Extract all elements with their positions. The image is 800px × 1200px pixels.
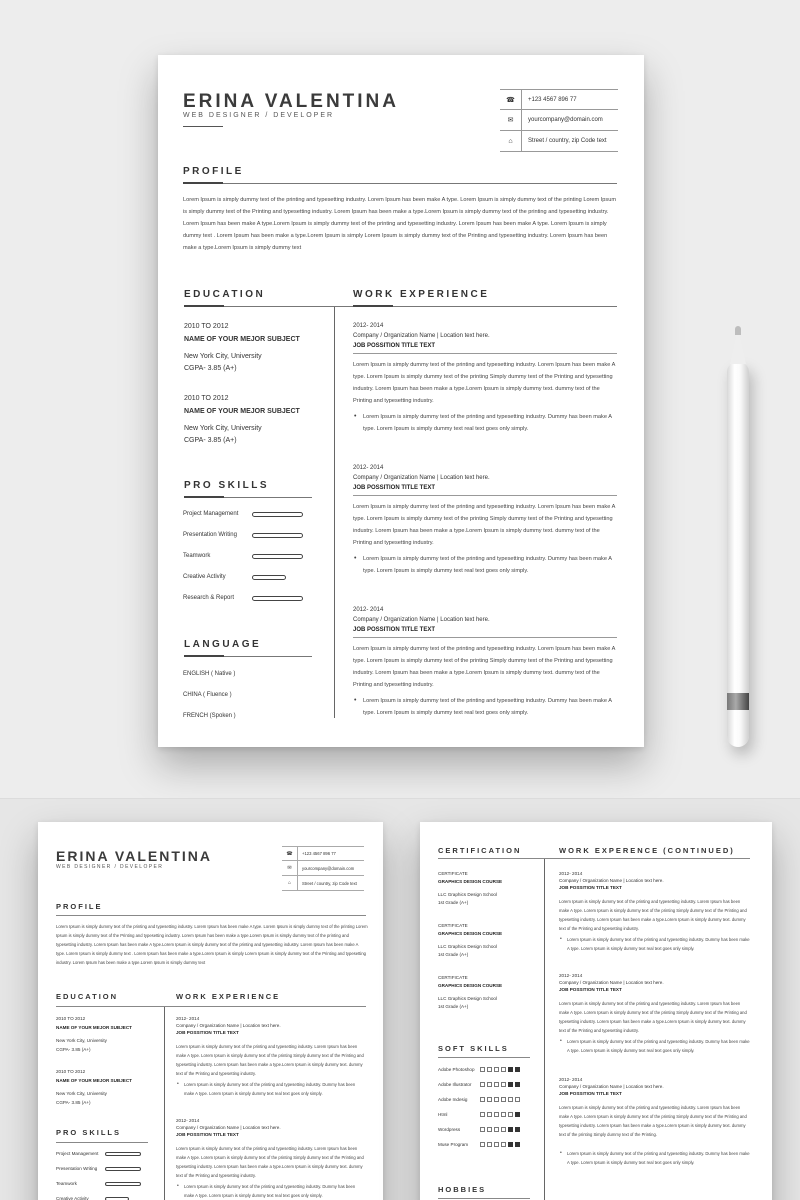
rating-dot [480, 1142, 485, 1147]
work-rule [164, 1006, 366, 1007]
education-cgpa: CGPA- 3.85 (A+) [56, 1047, 91, 1052]
job-description: Lorem Ipsum is simply dummy text of the printing and typesetting industry. Lorem Ipsum has been make A type. Lorem Ipsum is simply dummy text of the printing Simply dummy text of the Printing and typesetting industry. Lorem Ipsum has been make a type.Lorem Ipsum is simply dummy text. dummy text of the Printing and typesetting industry. [559, 1001, 747, 1033]
job-rule [353, 495, 617, 496]
job-bullet: • Lorem Ipsum is simply dummy text of the printing and typesetting industry. Dummy has been make A type. Lorem Ipsum is simply dummy text real text goes only simply. [567, 1037, 751, 1055]
work-accent [353, 305, 393, 307]
job-bullet: • Lorem Ipsum is simply dummy text of the printing and typesetting industry. Dummy has been make A type. Lorem Ipsum is simply dummy text real text goes only simply. [363, 411, 619, 435]
language-accent [184, 655, 224, 657]
rating-dots [480, 1067, 520, 1072]
job-title: JOB POSSITION TITLE TEXT [353, 627, 436, 633]
resume-page-main [158, 55, 644, 747]
rating-dot [508, 1097, 513, 1102]
soft-skill-label: Muse Program [438, 1142, 469, 1147]
contact-address [500, 131, 618, 152]
stylus-band [727, 693, 749, 710]
phone-icon: ☎ [500, 90, 522, 109]
job-years: 2012- 2014 [559, 1077, 583, 1082]
resume-page-preview-1 [38, 822, 383, 1200]
phone-icon: ☎ [282, 847, 298, 860]
education-cgpa: CGPA- 3.85 (A+) [184, 365, 237, 372]
contact-email [282, 861, 364, 876]
rating-dot [487, 1082, 492, 1087]
job-org: Company / Organization Name | Location text here. [559, 980, 664, 985]
skill-bar [252, 512, 303, 517]
rating-dot [501, 1067, 506, 1072]
job-years: 2012- 2014 [559, 871, 583, 876]
rating-dot [494, 1127, 499, 1132]
name-underline [183, 126, 223, 127]
certificate-school: LLC Graphics Design School [438, 892, 497, 897]
job-years: 2012- 2014 [353, 323, 384, 329]
language-item: ENGLISH ( Native ) [183, 671, 236, 677]
language-title: LANGUAGE [184, 639, 262, 650]
contact-email-text: yourcompany@domain.com [528, 117, 603, 123]
skill-bar [105, 1167, 141, 1171]
soft-skill-label: Adobe Indesig [438, 1097, 468, 1102]
skills-title: PRO SKILLS [56, 1128, 122, 1137]
job-years: 2012- 2014 [176, 1118, 200, 1123]
job-years: 2012- 2014 [559, 973, 583, 978]
certificate-course: GRAPHICS DESIGN COURSE [438, 879, 503, 884]
mail-icon: ✉ [282, 861, 298, 875]
education-accent [184, 305, 224, 307]
job-title: JOB POSSITION TITLE TEXT [176, 1132, 239, 1137]
rating-dot [501, 1142, 506, 1147]
skill-label: Teamwork [183, 553, 211, 559]
job-org: Company / Organization Name | Location text here. [559, 878, 664, 883]
certificate-label: CERTIFICATE [438, 975, 468, 980]
certificate-school: LLC Graphics Design School [438, 944, 497, 949]
rating-dot [515, 1142, 520, 1147]
contact-phone-text: +123 4567 896 77 [302, 851, 336, 856]
contact-address-text: Street / country, zip Code text [302, 880, 357, 886]
certification-rule [438, 858, 544, 859]
soft-skills-title: SOFT SKILLS [438, 1044, 509, 1053]
contact-address [282, 876, 364, 891]
rating-dot [494, 1142, 499, 1147]
job-title: JOB POSSITION TITLE TEXT [176, 1030, 239, 1035]
skills-accent [184, 496, 224, 498]
skill-label: Presentation Writing [56, 1166, 98, 1171]
work-continued-title: WORK EXPERENCE (CONTINUED) [559, 846, 735, 855]
rating-dot [508, 1067, 513, 1072]
soft-skill-label: Wordpress [438, 1127, 461, 1132]
skill-label: Creative Activity [56, 1196, 89, 1200]
work-title: WORK EXPERIENCE [353, 289, 490, 300]
skill-label: Research & Report [183, 595, 235, 601]
rating-dot [494, 1112, 499, 1117]
job-description: Lorem Ipsum is simply dummy text of the printing and typesetting industry. Lorem Ipsum has been make A type. Lorem Ipsum is simply dummy text of the printing Simply dummy text of the Printing and typesetting industry. Lorem Ipsum has been make a type.Lorem Ipsum is simply dummy text. dummy text of the Printing and typesetting industry. [353, 646, 615, 688]
job-org: Company / Organization Name | Location text here. [353, 333, 490, 339]
job-title: JOB POSSITION TITLE TEXT [559, 885, 622, 890]
rating-dots [480, 1112, 520, 1117]
skills-rule [56, 1142, 148, 1143]
resume-role: WEB DESIGNER / DEVELOPER [56, 864, 164, 870]
work-title: WORK EXPERIENCE [176, 992, 281, 1001]
education-subject: NAME OF YOUR MEJOR SUBJECT [56, 1078, 132, 1083]
skill-bar [252, 533, 303, 538]
certificate-grade: 1st Grade (A+) [438, 1004, 469, 1009]
education-rule [56, 1006, 164, 1007]
job-title: JOB POSSITION TITLE TEXT [353, 343, 436, 349]
contact-phone [282, 846, 364, 861]
rating-dot [487, 1067, 492, 1072]
rating-dot [494, 1067, 499, 1072]
resume-role: WEB DESIGNER / DEVELOPER [183, 112, 335, 119]
certificate-course: GRAPHICS DESIGN COURSE [438, 983, 503, 988]
profile-title: PROFILE [56, 902, 103, 911]
contact-phone [500, 89, 618, 110]
resume-name: ERINA VALENTINA [183, 91, 399, 112]
rating-dot [501, 1112, 506, 1117]
rating-dot [508, 1082, 513, 1087]
job-title: JOB POSSITION TITLE TEXT [559, 1091, 622, 1096]
language-item: FRENCH (Spoken ) [183, 713, 236, 719]
job-bullet: • Lorem Ipsum is simply dummy text of the printing and typesetting industry. Dummy has been make A type. Lorem Ipsum is simply dummy text real text goes only simply. [363, 695, 619, 719]
soft-skill-label: Adobe Photoshop [438, 1067, 475, 1072]
profile-text: Lorem Ipsum is simply dummy text of the printing and typesetting industry. Lorem Ipsum has been make A type. Lorem Ipsum is simply dummy text of the printing Lorem Ipsum is simply dummy text of the Printing and typesetting industry. Lorem Ipsum has been make a type.Lorem Ipsum is simply dummy text of the printing and typesetting industry. Lorem Ipsum has been make A type.Lorem Ipsum is simply dummy text of the printing and typesetting industry. Lorem Ipsum has been make A type. Lorem Ipsum is simply dummy text . Lorem Ipsum has been make a type.Lorem Ipsum is simply Lorem Ipsum is simply dummy text of the Printing and typesetting industry. Lorem Ipsum has been make a type.Lorem Ipsum is simply dummy text [183, 197, 616, 251]
language-item: CHINA ( Fluence ) [183, 692, 232, 698]
work-continued-rule [544, 858, 750, 859]
skill-bar [252, 596, 303, 601]
rating-dot [480, 1127, 485, 1132]
stylus-nib [735, 326, 741, 335]
rating-dot [508, 1112, 513, 1117]
certificate-grade: 1st Grade (A+) [438, 900, 469, 905]
rating-dot [494, 1082, 499, 1087]
rating-dot [487, 1097, 492, 1102]
rating-dot [480, 1112, 485, 1117]
rating-dot [480, 1097, 485, 1102]
job-org: Company / Organization Name | Location text here. [353, 475, 490, 481]
skill-bar [252, 575, 286, 580]
education-subject: NAME OF YOUR MEJOR SUBJECT [184, 336, 300, 343]
rating-dot [487, 1142, 492, 1147]
education-place: New York City, University [184, 353, 262, 360]
contact-address-text: Street / country, zip Code text [528, 138, 607, 144]
contact-block [282, 846, 364, 891]
education-title: EDUCATION [184, 289, 266, 300]
education-title: EDUCATION [56, 992, 119, 1001]
skills-title: PRO SKILLS [184, 480, 270, 491]
job-years: 2012- 2014 [176, 1016, 200, 1021]
mail-icon: ✉ [500, 110, 522, 130]
rating-dot [515, 1082, 520, 1087]
hobbies-rule [438, 1198, 530, 1199]
skill-label: Creative Activity [183, 574, 226, 580]
education-subject: NAME OF YOUR MEJOR SUBJECT [184, 408, 300, 415]
skill-label: Presentation Writing [183, 532, 237, 538]
education-cgpa: CGPA- 3.85 (A+) [56, 1100, 91, 1105]
certification-title: CERTIFICATION [438, 846, 522, 855]
education-place: New York City, University [184, 425, 262, 432]
job-description: Lorem Ipsum is simply dummy text of the printing and typesetting industry. Lorem Ipsum has been make A type. Lorem Ipsum is simply dummy text of the printing Simply dummy text of the Printing and typesetting industry. Lorem Ipsum has been make a type.Lorem Ipsum is simply dummy text. dummy text of the printing Simply dummy text of the Printing. [559, 1105, 747, 1137]
job-rule [353, 353, 617, 354]
education-years: 2010 TO 2012 [56, 1016, 86, 1021]
education-years: 2010 TO 2012 [184, 395, 229, 402]
home-icon: ⌂ [282, 876, 298, 890]
rating-dot [494, 1097, 499, 1102]
rating-dot [480, 1082, 485, 1087]
job-bullet: • Lorem Ipsum is simply dummy text of the printing and typesetting industry. Dummy has been make A type. Lorem Ipsum is simply dummy text real text goes only simply. [184, 1182, 366, 1200]
certificate-course: GRAPHICS DESIGN COURSE [438, 931, 503, 936]
rating-dots [480, 1082, 520, 1087]
profile-accent [183, 182, 223, 184]
education-cgpa: CGPA- 3.85 (A+) [184, 437, 237, 444]
soft-skill-label: Html [438, 1112, 448, 1117]
rating-dot [508, 1142, 513, 1147]
rating-dots [480, 1097, 520, 1102]
job-org: Company / Organization Name | Location text here. [353, 617, 490, 623]
hobbies-title: HOBBIES [438, 1185, 487, 1194]
job-bullet: • Lorem Ipsum is simply dummy text of the printing and typesetting industry. Dummy has been make A type. Lorem Ipsum is simply dummy text real text goes only simply. [184, 1080, 366, 1098]
rating-dot [515, 1127, 520, 1132]
column-divider [544, 858, 545, 1200]
job-org: Company / Organization Name | Location text here. [176, 1125, 281, 1130]
certificate-label: CERTIFICATE [438, 871, 468, 876]
contact-email [500, 110, 618, 131]
certificate-grade: 1st Grade (A+) [438, 952, 469, 957]
job-bullet: • Lorem Ipsum is simply dummy text of the printing and typesetting industry. Dummy has been make A type. Lorem Ipsum is simply dummy text real text goes only simply. [567, 1149, 751, 1167]
stylus-pencil [727, 362, 749, 747]
rating-dot [515, 1097, 520, 1102]
rating-dot [487, 1127, 492, 1132]
rating-dot [480, 1067, 485, 1072]
skill-bar [105, 1182, 141, 1186]
job-title: JOB POSSITION TITLE TEXT [353, 485, 436, 491]
column-divider [164, 1007, 165, 1200]
rating-dot [515, 1067, 520, 1072]
job-description: Lorem Ipsum is simply dummy text of the printing and typesetting industry. Lorem Ipsum has been make A type. Lorem Ipsum is simply dummy text of the printing Simply dummy text of the Printing and typesetting industry. Lorem Ipsum has been make a type.Lorem Ipsum is simply dummy text. dummy text of the Printing and typesetting industry. [176, 1146, 364, 1178]
job-title: JOB POSSITION TITLE TEXT [559, 987, 622, 992]
job-description: Lorem Ipsum is simply dummy text of the printing and typesetting industry. Lorem Ipsum has been make A type. Lorem Ipsum is simply dummy text of the printing Simply dummy text of the Printing and typesetting industry. Lorem Ipsum has been make a type.Lorem Ipsum is simply dummy text. dummy text of the Printing and typesetting industry. [353, 504, 615, 546]
resume-page-preview-2 [420, 822, 772, 1200]
education-years: 2010 TO 2012 [184, 323, 229, 330]
soft-skills-rule [438, 1057, 530, 1058]
rating-dots [480, 1127, 520, 1132]
contact-block [500, 89, 618, 152]
rating-dot [508, 1127, 513, 1132]
home-icon: ⌂ [500, 131, 522, 151]
education-years: 2010 TO 2012 [56, 1069, 86, 1074]
job-description: Lorem Ipsum is simply dummy text of the printing and typesetting industry. Lorem Ipsum has been make A type. Lorem Ipsum is simply dummy text of the printing Simply dummy text of the Printing and typesetting industry. Lorem Ipsum has been make a type.Lorem Ipsum is simply dummy text. dummy text of the Printing and typesetting industry. [176, 1044, 364, 1076]
column-divider [334, 306, 335, 718]
profile-text: Lorem Ipsum is simply dummy text of the printing and typesetting industry. Lorem Ipsum has been make A type. Lorem Ipsum is simply dummy text of the printing Lorem Ipsum is simply dummy text of the Printing and typesetting industry. Lorem Ipsum has been make a type.Lorem Ipsum is simply dummy text of the printing and typesetting industry. Lorem Ipsum has been make A type.Lorem Ipsum is simply dummy text of the printing and typesetting industry. Lorem Ipsum has been make A type. Lorem Ipsum is simply dummy text . Lorem Ipsum has been make a type.Lorem Ipsum is simply Lorem Ipsum is simply dummy text of the Printing and typesetting industry. Lorem Ipsum has been make a type.Lorem Ipsum is simply dummy text [56, 924, 368, 965]
rating-dot [501, 1097, 506, 1102]
job-bullet: • Lorem Ipsum is simply dummy text of the printing and typesetting industry. Dummy has been make A type. Lorem Ipsum is simply dummy text real text goes only simply. [363, 553, 619, 577]
skill-bar [252, 554, 303, 559]
education-place: New York City, University [56, 1091, 107, 1096]
contact-email-text: yourcompany@domain.com [302, 865, 355, 871]
job-org: Company / Organization Name | Location text here. [176, 1023, 281, 1028]
profile-rule [56, 915, 366, 916]
rating-dot [487, 1112, 492, 1117]
job-org: Company / Organization Name | Location text here. [559, 1084, 664, 1089]
job-years: 2012- 2014 [353, 607, 384, 613]
job-rule [353, 637, 617, 638]
profile-rule [183, 183, 617, 184]
resume-name: ERINA VALENTINA [56, 848, 212, 864]
skill-label: Project Management [56, 1151, 99, 1156]
skill-label: Project Management [183, 511, 239, 517]
rating-dot [501, 1082, 506, 1087]
soft-skill-label: Adobe Illustrator [438, 1082, 472, 1087]
certificate-school: LLC Graphics Design School [438, 996, 497, 1001]
skill-bar [105, 1152, 141, 1156]
skill-label: Teamwork [56, 1181, 77, 1186]
rating-dots [480, 1142, 520, 1147]
job-bullet: • Lorem Ipsum is simply dummy text of the printing and typesetting industry. Dummy has been make A type. Lorem Ipsum is simply dummy text real text goes only simply. [567, 935, 751, 953]
education-subject: NAME OF YOUR MEJOR SUBJECT [56, 1025, 132, 1030]
rating-dot [501, 1127, 506, 1132]
profile-title: PROFILE [183, 166, 244, 177]
job-years: 2012- 2014 [353, 465, 384, 471]
contact-phone-text: +123 4567 896 77 [528, 96, 577, 103]
education-place: New York City, University [56, 1038, 107, 1043]
job-description: Lorem Ipsum is simply dummy text of the printing and typesetting industry. Lorem Ipsum has been make A type. Lorem Ipsum is simply dummy text of the printing Simply dummy text of the Printing and typesetting industry. Lorem Ipsum has been make a type.Lorem Ipsum is simply dummy text. dummy text of the Printing and typesetting industry. [559, 899, 747, 931]
job-description: Lorem Ipsum is simply dummy text of the printing and typesetting industry. Lorem Ipsum has been make A type. Lorem Ipsum is simply dummy text of the printing Simply dummy text of the Printing and typesetting industry. Lorem Ipsum has been make a type.Lorem Ipsum is simply dummy text. dummy text of the Printing and typesetting industry. [353, 362, 615, 404]
certificate-label: CERTIFICATE [438, 923, 468, 928]
rating-dot [515, 1112, 520, 1117]
